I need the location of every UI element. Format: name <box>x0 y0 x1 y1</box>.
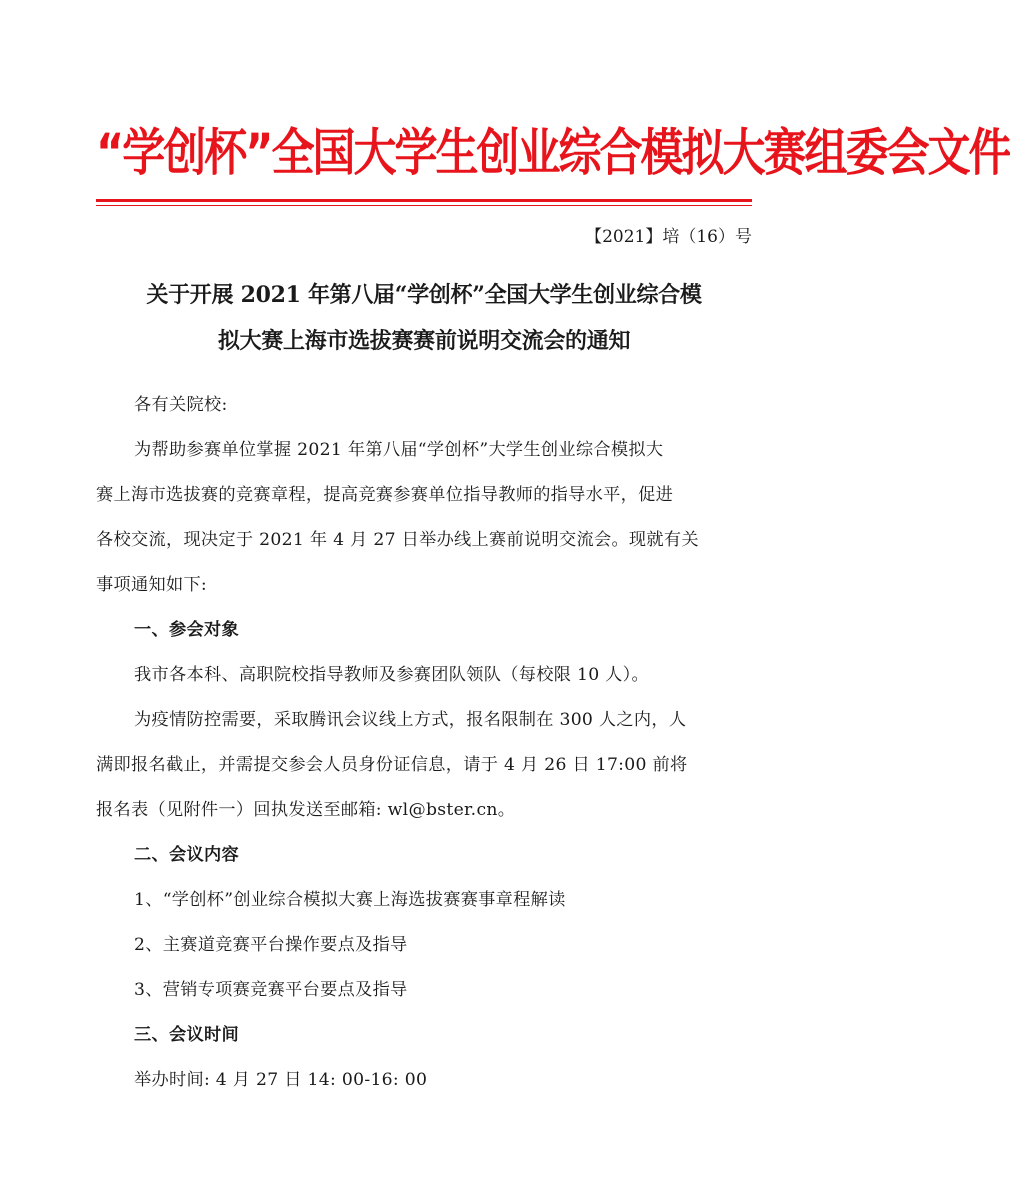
document-body <box>96 383 752 1103</box>
section-1-para-1: 我市各本科、高职院校指导教师及参赛团队领队（每校限 10 人）。 <box>134 665 650 685</box>
section-2-heading: 二、会议内容 <box>134 845 239 865</box>
section-1-para-2-line-1: 为疫情防控需要，采取腾讯会议线上方式，报名限制在 300 人之内，人 <box>134 710 687 730</box>
notice-title-line-1: 关于开展 2021 年第八届“学创杯”全国大学生创业综合模 <box>146 282 702 308</box>
section-1-para-2-line-3: 报名表（见附件一）回执发送至邮箱: wl@bster.cn。 <box>96 800 516 820</box>
section-1-heading: 一、参会对象 <box>134 620 239 640</box>
masthead-title: “学创杯”全国大学生创业综合模拟大赛组委会文件 <box>96 123 1010 183</box>
masthead-rule-thin <box>96 205 752 206</box>
intro-line-3: 各校交流，现决定于 2021 年 4 月 27 日举办线上赛前说明交流会。现就有关 <box>96 530 699 550</box>
section-3-heading: 三、会议时间 <box>134 1025 239 1045</box>
notice-title-line-2: 拟大赛上海市选拔赛赛前说明交流会的通知 <box>217 328 631 354</box>
masthead-rule-thick <box>96 199 752 202</box>
section-1-para-2-line-2: 满即报名截止，并需提交参会人员身份证信息，请于 4 月 26 日 17:00 前将 <box>96 755 688 775</box>
notice-title <box>96 272 752 364</box>
document-number: 【2021】培（16）号 <box>585 227 752 247</box>
section-2-item-1: 1、“学创杯”创业综合模拟大赛上海选拔赛赛事章程解读 <box>134 890 566 910</box>
section-2-item-2: 2、主赛道竞赛平台操作要点及指导 <box>134 935 408 955</box>
intro-line-1: 为帮助参赛单位掌握 2021 年第八届“学创杯”大学生创业综合模拟大 <box>134 440 664 460</box>
intro-line-2: 赛上海市选拔赛的竞赛章程，提高竞赛参赛单位指导教师的指导水平，促进 <box>96 485 674 505</box>
section-2-item-3: 3、营销专项赛竞赛平台要点及指导 <box>134 980 408 1000</box>
salutation: 各有关院校: <box>134 395 228 415</box>
meeting-time: 举办时间: 4 月 27 日 14: 00-16: 00 <box>134 1070 428 1090</box>
intro-line-4: 事项通知如下: <box>96 575 208 595</box>
